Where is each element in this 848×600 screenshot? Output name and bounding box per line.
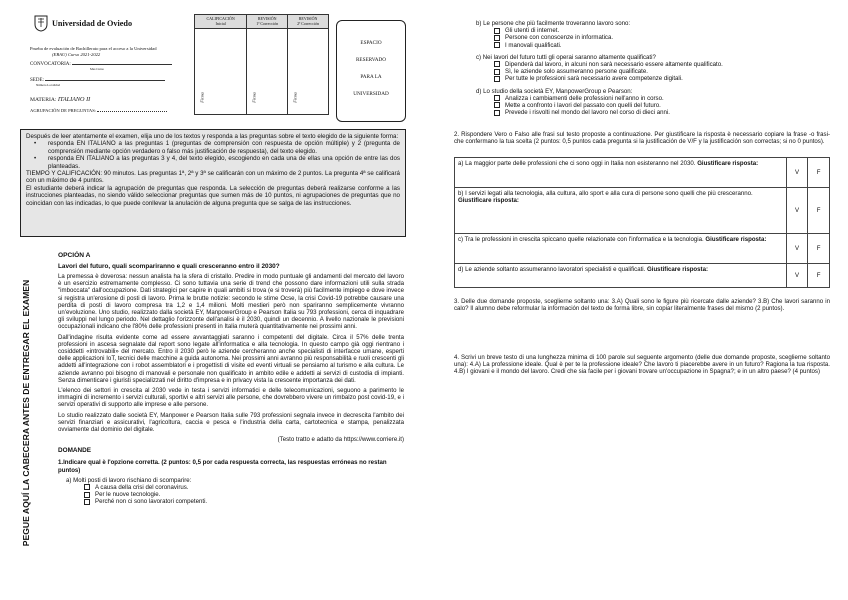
espacio-line: RESERVADO	[355, 57, 387, 63]
instructions-bullet: • responda EN ITALIANO a las preguntas 1 (preguntas de comprensión con respuesta de opción múltiple) y 2 (pregunta de comprensión mediante opción verdadero o falso más justificación de respuesta), del texto elegido.	[34, 140, 400, 155]
side-label-strip	[19, 251, 33, 576]
question-1c	[476, 54, 836, 83]
materia-label: MATERIA:	[30, 97, 57, 103]
grid-signature-cell[interactable]	[247, 29, 288, 115]
grid-signature-cell[interactable]	[195, 29, 247, 115]
reading-text	[58, 252, 404, 506]
grid-signature-cell[interactable]	[288, 29, 329, 115]
option-row[interactable]: I manovali qualificati.	[476, 42, 836, 49]
text-paragraph: L'elenco dei settori in crescita al 2030 vede in testa i servizi informatici e delle telecomunicazioni, seguono a parimento le immagini di incremento i servizi culturali, sportivi e altri servizi alle persone, che dovrebbero vivere un rimbalzo post covid-19, e i servizi operativi di supporto alle imprese e alle persone.	[58, 387, 404, 409]
option-row[interactable]: Per le nuove tecnologie.	[66, 491, 404, 498]
text-source: (Testo tratto e adatto da https://www.corriere.it)	[277, 436, 404, 444]
vf-row	[455, 264, 830, 288]
agrupacion-field[interactable]	[30, 108, 167, 113]
option-row[interactable]: Gli utenti di internet.	[476, 27, 836, 34]
prueba-title	[30, 46, 180, 58]
vf-statement[interactable]: d) Le aziende soltanto assumeranno lavoratori specialisti e qualificati. Giustificare risposta:	[455, 264, 787, 288]
option-row[interactable]: A causa della crisi del coronavirus.	[66, 484, 404, 491]
option-row[interactable]: Dipenderà dal lavoro, in alcuni non sarà necessario essere altamente qualificato.	[476, 61, 836, 68]
instructions-box	[20, 129, 406, 237]
question-1a-stem: a) Molti posti di lavoro rischiano di scomparire:	[66, 476, 192, 484]
text-title: Lavori del futuro, quali scompariranno e quali cresceranno entro il 2030?	[58, 263, 280, 270]
option-row[interactable]: Perché non ci sono lavoratori competenti.	[66, 498, 404, 505]
prueba-line-2: (EBAU) Curso 2021-2022	[52, 52, 101, 57]
vf-false-cell[interactable]: F	[808, 158, 830, 188]
option-row[interactable]: Mette a confronto i lavori del passato con quelli del futuro.	[476, 102, 836, 109]
vf-false-cell[interactable]: F	[808, 234, 830, 264]
checkbox[interactable]	[494, 95, 500, 101]
grid-header-revision-1: REVISIÓN 1ª Corrección	[247, 15, 288, 29]
vf-statement[interactable]: c) Tra le professioni in crescita spiccano quelle relazionate con l'informatica e la tecnologia. Giustificare risposta:	[455, 234, 787, 264]
text-paragraph: La premessa è doverosa: nessun analista ha la sfera di cristallo. Predire in modo puntuale gli andamenti del mercato del lavoro è un esercizio estremamente complesso. Ci sono tuttavia una serie di trend che possono dare informazioni utili sulla strada "imboccata" dall'occupazione. Dati strategici per capire in quali ambiti si trova (e si troverà) più facilmente impiego e dove invece si registra un'erosione di posti di lavoro. Prima le brutte notizie: secondo le stime Ocse, la crisi Covid-19 potrebbe causare una perdita di posti di lavoro compresa tra 1,2 e 1,4 milioni. Molti mestieri però non spariranno semplicemente vivranno un'evoluzione. Uno studio, realizzato dalla società EY, ManpowerGroup e Pearson Italia su 793 professioni, cerca di inquadrare gli sviluppi nel lungo periodo. Nel dettaglio l'orizzonte dell'analisi è il 2030, quindi un decennio. A livello nazionale le previsioni occupazionali indicano che l'80% delle professioni presenti in Italia muterà quantitativamente nei prossimi anni.	[58, 273, 404, 331]
checkbox[interactable]	[494, 110, 500, 116]
convocatoria-field[interactable]	[30, 62, 172, 71]
option-row[interactable]: Persone con conoscenze in informatica.	[476, 34, 836, 41]
checkbox[interactable]	[494, 28, 500, 34]
checkbox[interactable]	[494, 61, 500, 67]
checkbox[interactable]	[494, 102, 500, 108]
vf-row	[455, 158, 830, 188]
question-1d	[476, 88, 836, 117]
materia-value: ITALIANO II	[57, 96, 91, 103]
question-1d-stem: d) Lo studio della società EY, ManpowerGroup e Pearson:	[476, 87, 633, 95]
instructions-intro: Después de leer atentamente el examen, elija uno de los textos y responda a las preguntas sobre el texto elegido de la siguiente forma:	[26, 133, 399, 140]
convocatoria-label: CONVOCATORIA:	[30, 62, 71, 67]
question-1a	[58, 477, 404, 506]
firma-label: Firma	[251, 92, 257, 103]
instructions-bullet: • responda EN ITALIANO a las preguntas 3 y 4, del texto elegido, escogiendo en cada una de ellas una opción de entre las dos planteadas.	[34, 155, 400, 170]
question-1c-stem: c) Nei lavori del futuro tutti gli operai saranno altamente qualificati?	[476, 53, 656, 61]
grading-grid	[194, 14, 329, 115]
agrupacion-label: AGRUPACIÓN DE PREGUNTAS:	[30, 108, 97, 113]
vf-true-cell[interactable]: V	[786, 234, 808, 264]
text-paragraph: Dall'indagine risulta evidente come ad essere avvantaggiati saranno i competenti del digitale. Circa il 57% delle trenta professioni in ascesa segnalate dal report sono legate all'informatica e alla tecnologia. In questo campo già oggi rientrano i cosiddetti «introvabili» del mercato. Entro il 2030 però le aziende cercheranno anche specialisti di interfacce umane, esperti delle applicazioni IoT, tecnici delle macchine a guida autonoma. Nei prossimi anni avranno più responsabilità e ruoli crescenti gli addetti all'integrazione con i robot assemblatori e i progettisti di visite ed eventi virtuali se pensiamo al turismo e alla cultura. Le aziende avranno poi bisogno di manovali e personale non qualificato in ambito edile e addetti ai servizi di custodia di impianti. Senza dimenticare i giuristi specializzati nel diritto d'impresa e in privacy vista la crescente importanza dei dati.	[58, 333, 404, 384]
option-row[interactable]: Per tutte le professioni sarà necessario avere competenze digitali.	[476, 75, 836, 82]
espacio-line: ESPACIO	[360, 40, 382, 46]
firma-label: Firma	[199, 92, 205, 103]
instructions-final: El estudiante deberá indicar la agrupación de preguntas que responda. La selección de preguntas deberá realizarse conforme a las instrucciones planteadas, no siendo válido seleccionar preguntas que sumen más de 10 puntos, ni agrupaciones de preguntas que no coincidan con las indicadas, lo que puede conllevar la anulación de alguna pregunta que se salga de las instrucciones.	[26, 184, 400, 207]
vf-statement[interactable]: a) La maggior parte delle professioni che ci sono oggi in Italia non esisteranno nel 2030. Giustificare risposta:	[455, 158, 787, 188]
sede-field[interactable]	[30, 78, 165, 87]
vf-true-cell[interactable]: V	[786, 264, 808, 288]
vf-statement[interactable]: b) I servizi legati alla tecnologia, alla cultura, allo sport e alla cura di persone sono quelli che più cresceranno. Giustificare risposta:	[455, 188, 787, 234]
checkbox[interactable]	[494, 35, 500, 41]
grid-header-revision-2: REVISIÓN 2ª Corrección	[288, 15, 329, 29]
materia-field	[30, 96, 90, 103]
grid-header-calificacion: CALIFICACIÓN Inicial	[195, 15, 247, 29]
university-name: Universidad de Oviedo	[52, 19, 133, 28]
espacio-line: UNIVERSIDAD	[353, 91, 389, 97]
question-3: 3. Delle due domande proposte, sceglierne soltanto una: 3.A) Quali sono le figure più ricercate dalle aziende? 3.B) Che lavori saranno in calo? Il alumno debe reformular la información del texto de forma libre, sin copiar literalmente frases del mismo (2 puntos).	[454, 298, 830, 313]
instructions-tiempo: TIEMPO Y CALIFICACIÓN: 90 minutos. Las preguntas 1ª, 2ª y 3ª se calificarán con un máximo de 2 puntos. La pregunta 4ª se calificará con un máximo de 4 puntos.	[26, 170, 400, 185]
side-label: PEGUE AQUÍ LA CABECERA ANTES DE ENTREGAR EL EXAMEN	[21, 279, 31, 547]
vf-false-cell[interactable]: F	[808, 264, 830, 288]
checkbox[interactable]	[494, 69, 500, 75]
sede-sub: Número Localidad	[36, 83, 60, 87]
prueba-line-1: Prueba de evaluación de Bachillerato para el acceso a la Universidad	[30, 46, 157, 51]
vf-true-cell[interactable]: V	[786, 158, 808, 188]
true-false-table	[454, 157, 830, 288]
convocatoria-sub: Mes Curso	[90, 67, 104, 71]
vf-row	[455, 234, 830, 264]
vf-true-cell[interactable]: V	[786, 188, 808, 234]
question-1-continued	[476, 20, 836, 116]
question-1b-stem: b) Le persone che più facilmente troveranno lavoro sono:	[476, 20, 631, 27]
checkbox[interactable]	[494, 76, 500, 82]
checkbox[interactable]	[84, 499, 90, 505]
vf-row	[455, 188, 830, 234]
option-row[interactable]: Analizza i cambiamenti delle professioni nell'anno in corso.	[476, 95, 836, 102]
university-crest-icon	[34, 14, 48, 32]
espacio-reservado-box	[336, 20, 406, 122]
question-2: 2. Rispondere Vero o Falso alle frasi sul testo proposte a continuazione. Per giustificare la risposta è necessario copiare la frase -o frasi- che confermano la tua scelta (2 puntos: 0,5 puntos cada pregunta si la justificación de V/F y la justificación son correctas; si no 0 puntos).	[454, 131, 830, 146]
firma-label: Firma	[292, 92, 298, 103]
question-1: 1.Indicare qual è l'opzione corretta. (2 puntos: 0,5 por cada respuesta correcta, las respuestas erróneas no restan puntos)	[58, 459, 387, 474]
option-row[interactable]: Sì, le aziende solo assumeranno persone qualificate.	[476, 68, 836, 75]
checkbox[interactable]	[84, 484, 90, 490]
question-4: 4. Scrivi un breve testo di una lunghezza minima di 100 parole sul seguente argomento (delle due domande proposte, sceglierne soltanto una): 4.A) La professione ideale. Qual è per te la professione ideale? Che lavoro ti piacerebbe avere in un futuro? Ragiona la tua risposta. 4.B) I giovani e il mondo del lavoro. Credi che sia facile per i giovani trovare un'occupazione in Spagna?; e in un altro paese? (4 puntos)	[454, 354, 830, 376]
checkbox[interactable]	[494, 42, 500, 48]
text-paragraph: Lo studio realizzato dalle società EY, Manpower e Pearson Italia sulle 793 professioni segnala invece in decrescita l'ambito dei servizi finanziari e assicurativi, l'agricoltura, caccia e pesca e l'industria della carta, cartotecnica e stampa, penalizzata ovviamente dal dominio del digitale.	[58, 411, 404, 434]
option-label: OPCIÓN A	[58, 252, 91, 259]
option-row[interactable]: Prevede i risvolti nel mondo del lavoro nel corso di dieci anni.	[476, 109, 836, 116]
espacio-line: PARA LA	[360, 74, 382, 80]
sede-label: SEDE:	[30, 78, 44, 83]
vf-false-cell[interactable]: F	[808, 188, 830, 234]
question-1b	[476, 20, 836, 49]
domande-heading: DOMANDE	[58, 447, 92, 455]
checkbox[interactable]	[84, 492, 90, 498]
